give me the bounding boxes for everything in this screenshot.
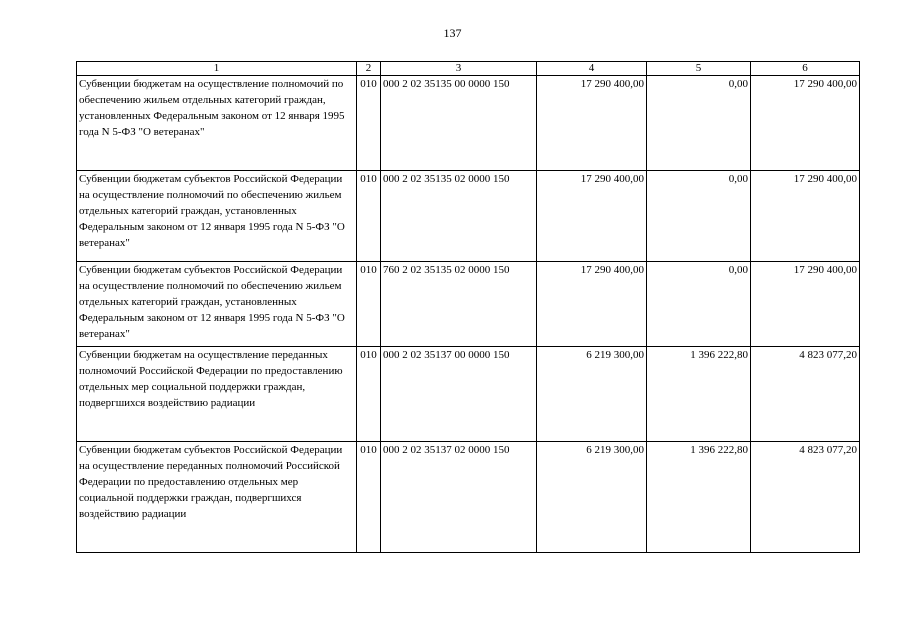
row-col-2: 010 [357,262,381,347]
header-col-4: 4 [537,62,647,76]
row-col-6: 17 290 400,00 [751,171,860,262]
row-code: 760 2 02 35135 02 0000 150 [381,262,537,347]
table-row [77,347,860,442]
row-col-5: 1 396 222,80 [647,442,751,553]
row-code: 000 2 02 35135 02 0000 150 [381,171,537,262]
header-col-6: 6 [751,62,860,76]
row-name: Субвенции бюджетам субъектов Российской Федерации на осуществление переданных полномочий Российской Федерации по предоставлению отдельных мер социальной поддержки граждан, подвергшихся воздействию радиации [77,442,357,553]
row-code: 000 2 02 35135 00 0000 150 [381,76,537,171]
row-col-5: 0,00 [647,171,751,262]
header-col-3: 3 [381,62,537,76]
row-col-6: 4 823 077,20 [751,347,860,442]
row-col-4: 17 290 400,00 [537,76,647,171]
row-col-5: 0,00 [647,262,751,347]
row-col-5: 1 396 222,80 [647,347,751,442]
row-code: 000 2 02 35137 00 0000 150 [381,347,537,442]
table-row [77,171,860,262]
row-col-6: 4 823 077,20 [751,442,860,553]
row-col-4: 6 219 300,00 [537,442,647,553]
row-col-2: 010 [357,347,381,442]
row-col-5: 0,00 [647,76,751,171]
row-name: Субвенции бюджетам на осуществление полномочий по обеспечению жильем отдельных категорий граждан, установленных Федеральным законом от 12 января 1995 года N 5-ФЗ "О ветеранах" [77,76,357,171]
row-code: 000 2 02 35137 02 0000 150 [381,442,537,553]
row-name: Субвенции бюджетам субъектов Российской Федерации на осуществление полномочий по обеспечению жильем отдельных категорий граждан, установленных Федеральным законом от 12 января 1995 года N 5-ФЗ "О ветеранах" [77,171,357,262]
row-name: Субвенции бюджетам на осуществление переданных полномочий Российской Федерации по предоставлению отдельных мер социальной поддержки граждан, подвергшихся воздействию радиации [77,347,357,442]
header-col-1: 1 [77,62,357,76]
row-col-2: 010 [357,442,381,553]
row-col-4: 6 219 300,00 [537,347,647,442]
row-col-6: 17 290 400,00 [751,262,860,347]
row-col-4: 17 290 400,00 [537,171,647,262]
row-col-4: 17 290 400,00 [537,262,647,347]
table-row [77,76,860,171]
header-col-5: 5 [647,62,751,76]
budget-table [76,61,860,553]
table-header-row [77,62,860,76]
row-name: Субвенции бюджетам субъектов Российской Федерации на осуществление полномочий по обеспечению жильем отдельных категорий граждан, установленных Федеральным законом от 12 января 1995 года N 5-ФЗ "О ветеранах" [77,262,357,347]
row-col-2: 010 [357,76,381,171]
page-number: 137 [443,26,462,40]
row-col-6: 17 290 400,00 [751,76,860,171]
row-col-2: 010 [357,171,381,262]
table-row [77,442,860,553]
header-col-2: 2 [357,62,381,76]
table-row [77,262,860,347]
